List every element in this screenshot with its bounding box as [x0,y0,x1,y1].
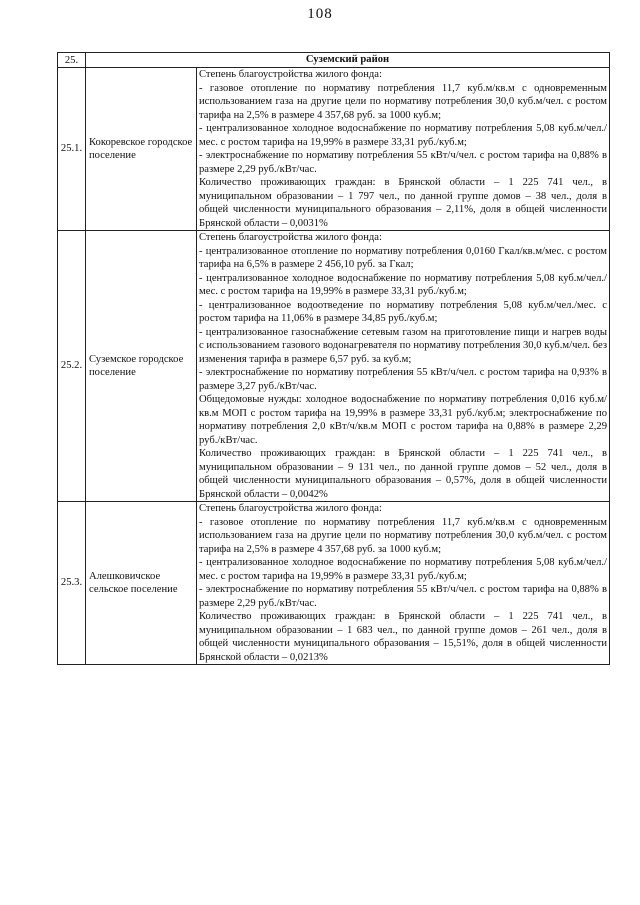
table-header-row [58,53,610,68]
description-line: - централизованное холодное водоснабжение по нормативу потребления 5,08 куб.м/чел./мес. с ростом тарифа на 19,99% в размере 33,31 руб./куб.м; [199,123,607,148]
settlement-description [197,502,610,665]
description-line: - электроснабжение по нормативу потребления 55 кВт/ч/чел. с ростом тарифа на 0,88% в размере 2,29 руб./кВт/час. [199,150,607,175]
description-line: Степень благоустройства жилого фонда: [199,69,382,80]
settlement-name: Суземское городское поселение [86,231,197,502]
settlement-description [197,231,610,502]
row-number: 25.2. [58,231,86,502]
description-line: - централизованное газоснабжение сетевым газом на приготовление пищи и нагрев воды с использованием газового водонагревателя по нормативу потребления 30,0 куб.м/чел. без изменения тарифа в размере 6,57 руб. за куб.м; [199,326,607,365]
table-row [58,68,610,231]
description-line: - централизованное отопление по нормативу потребления 0,0160 Гкал/кв.м/мес. с ростом тарифа на 6,5% в размере 2 456,10 руб. за Гкал; [199,245,607,270]
settlement-name: Алешковичское сельское поселение [86,502,197,665]
page-number: 108 [307,6,333,22]
section-title: Суземский район [86,53,610,68]
description-line: Количество проживающих граждан: в Брянской области – 1 225 741 чел., в муниципальном образовании – 1 797 чел., по данной группе домов – 38 чел., доля в общей численности муниципального образования – 2,11%, доля в общей численности Брянской области – 0,0031% [199,177,607,229]
description-line: - электроснабжение по нормативу потребления 55 кВт/ч/чел. с ростом тарифа на 0,93% в размере 3,27 руб./кВт/час. [199,367,607,392]
description-line: - газовое отопление по нормативу потребления 11,7 куб.м/кв.м с одновременным использованием газа на другие цели по нормативу потребления 30,0 куб.м/чел. с ростом тарифа на 2,5% в размере 4 357,68 руб. за 1000 куб.м; [199,82,607,121]
description-line: - газовое отопление по нормативу потребления 11,7 куб.м/кв.м с одновременным использованием газа на другие цели по нормативу потребления 30,0 куб.м/чел. с ростом тарифа на 2,5% в размере 4 357,68 руб. за 1000 куб.м; [199,516,607,555]
description-line: Степень благоустройства жилого фонда: [199,232,382,243]
description-line: Количество проживающих граждан: в Брянской области – 1 225 741 чел., в муниципальном образовании – 1 683 чел., по данной группе домов – 261 чел., доля в общей численности муниципального образования – 15,51%, доля в общей численности Брянской области – 0,0213% [199,611,607,663]
row-number: 25.1. [58,68,86,231]
settlement-name: Кокоревское городское поселение [86,68,197,231]
description-line: Степень благоустройства жилого фонда: [199,503,382,514]
section-number: 25. [58,53,86,68]
settlements-table [57,52,610,665]
settlement-description [197,68,610,231]
row-number: 25.3. [58,502,86,665]
description-line: Общедомовые нужды: холодное водоснабжение по нормативу потребления 0,016 куб.м/кв.м МОП с ростом тарифа на 19,99% в размере 33,31 руб./куб.м; электроснабжение по нормативу потребления 2,0 кВт/ч/кв.м МОП с ростом тарифа на 0,88% в размере 2,29 руб./кВт/час. [199,394,607,446]
description-line: - централизованное холодное водоснабжение по нормативу потребления 5,08 куб.м/чел./мес. с ростом тарифа на 19,99% в размере 33,31 руб./куб.м; [199,557,607,582]
description-line: - централизованное водоотведение по нормативу потребления 5,08 куб.м/чел./мес. с ростом тарифа на 11,06% в размере 34,85 руб./куб.м; [199,299,607,324]
description-line: Количество проживающих граждан: в Брянской области – 1 225 741 чел., в муниципальном образовании – 9 131 чел., по данной группе домов – 52 чел., доля в общей численности муниципального образования – 0,57%, доля в общей численности Брянской области – 0,0042% [199,448,607,500]
description-line: - централизованное холодное водоснабжение по нормативу потребления 5,08 куб.м/чел./мес. с ростом тарифа на 19,99% в размере 33,31 руб./куб.м; [199,272,607,297]
table-row [58,231,610,502]
table-row [58,502,610,665]
description-line: - электроснабжение по нормативу потребления 55 кВт/ч/чел. с ростом тарифа на 0,88% в размере 2,29 руб./кВт/час. [199,584,607,609]
